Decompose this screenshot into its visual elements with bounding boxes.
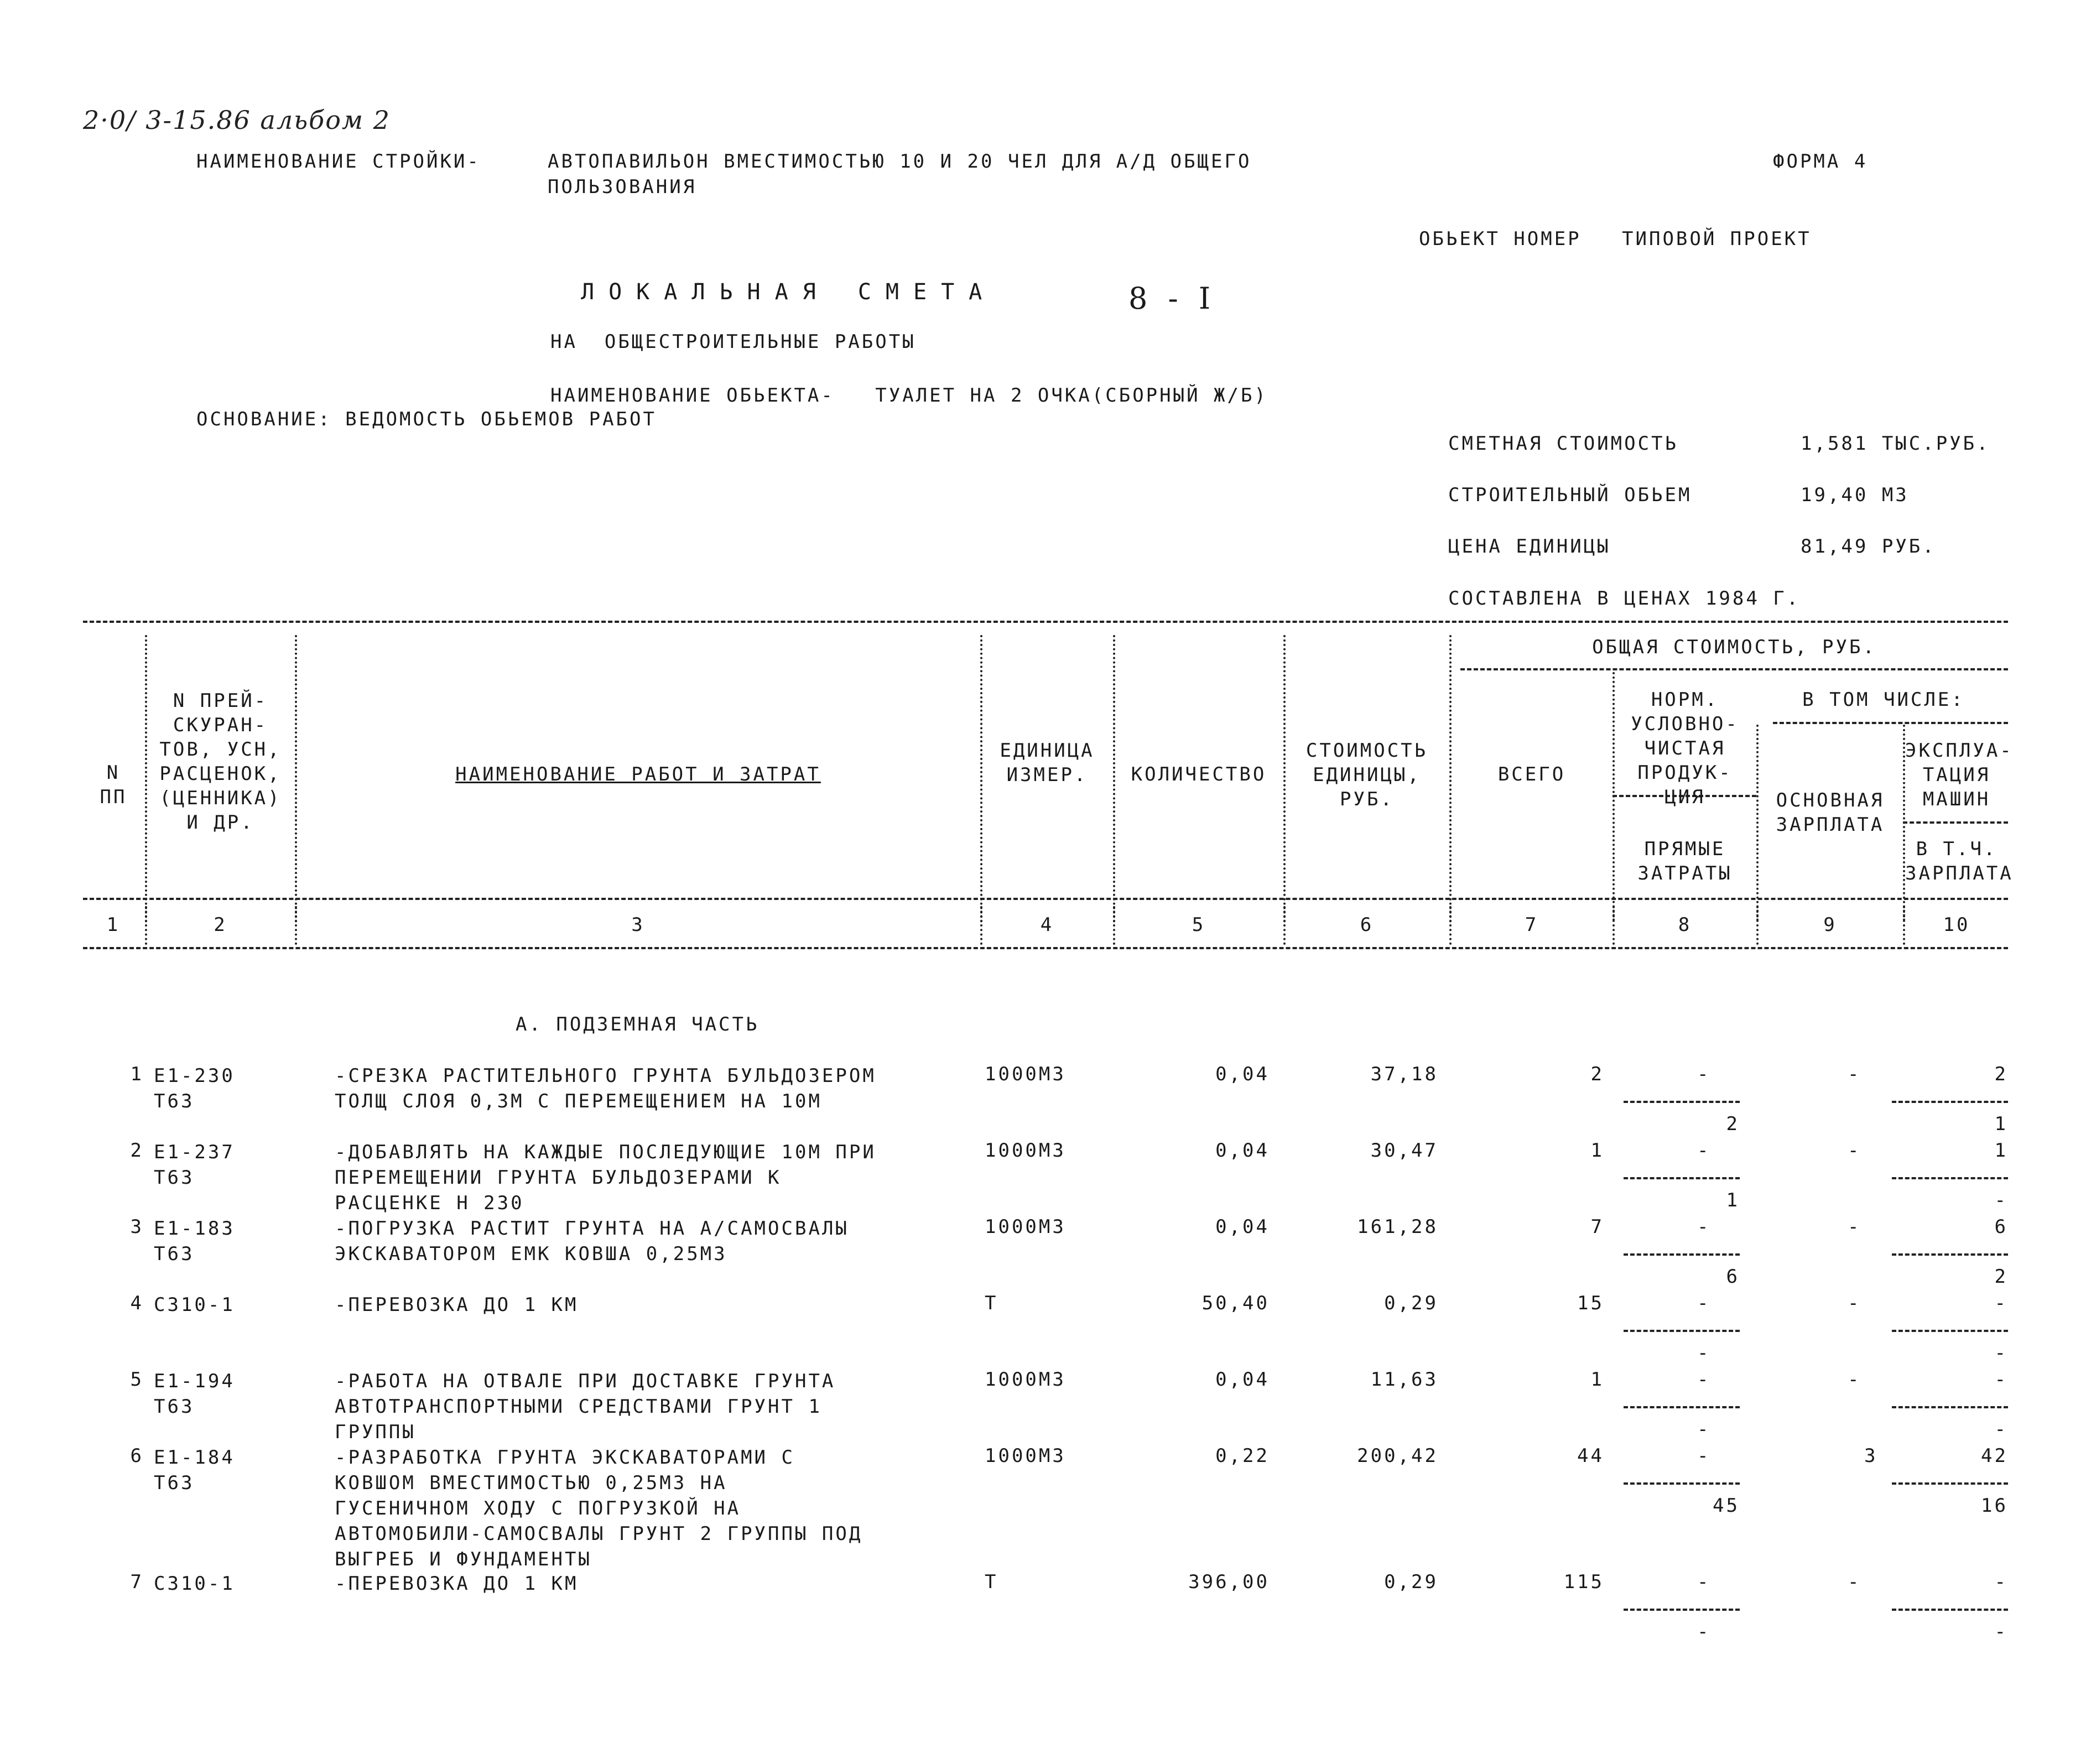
row-price: 11,63 <box>1370 1368 1438 1391</box>
row-total: 115 <box>1563 1571 1604 1593</box>
object-name: НАИМЕНОВАНИЕ ОБЬЕКТА- ТУАЛЕТ НА 2 ОЧКА(СБОРНЫЙ Ж/Б) <box>550 384 1268 407</box>
row-c10b: - <box>1994 1418 2008 1440</box>
summary-price-date: СОСТАВЛЕНА В ЦЕНАХ 1984 Г. <box>1448 587 1801 610</box>
row-name: -ПОГРУЗКА РАСТИТ ГРУНТА НА А/САМОСВАЛЫ ЭКСКАВАТОРОМ ЕМК КОВША 0,25М3 <box>335 1217 849 1265</box>
fraction-line <box>1892 1253 2008 1256</box>
fraction-line <box>1892 1177 2008 1179</box>
row-name: -ПЕРЕВОЗКА ДО 1 КМ <box>335 1294 579 1316</box>
row-name: -РАБОТА НА ОТВАЛЕ ПРИ ДОСТАВКЕ ГРУНТА АВТОТРАНСПОРТНЫМИ СРЕДСТВАМИ ГРУНТ 1 ГРУППЫ <box>335 1370 836 1443</box>
form-label: ФОРМА 4 <box>1773 150 1868 173</box>
col-number: 7 <box>1525 914 1539 936</box>
row-name: -РАЗРАБОТКА ГРУНТА ЭКСКАВАТОРАМИ С КОВШОМ ВМЕСТИМОСТЬЮ 0,25М3 НА ГУСЕНИЧНОМ ХОДУ С ПОГРУЗКОЙ НА АВТОМОБИЛИ-САМОСВАЛЫ ГРУНТ 2 ГРУППЫ ПОД ВЫГРЕБ И ФУНДАМЕНТЫ <box>335 1446 863 1570</box>
col-header-unit: ЕДИНИЦА ИЗМЕР. <box>1000 740 1095 786</box>
basis-line: ОСНОВАНИЕ: ВЕДОМОСТЬ ОБЬЕМОВ РАБОТ <box>196 408 657 430</box>
table-number-rule <box>83 947 2008 949</box>
col-number: 1 <box>106 914 121 936</box>
row-c8b: 45 <box>1713 1495 1740 1517</box>
row-qty: 396,00 <box>1188 1571 1270 1593</box>
col-number: 8 <box>1678 914 1692 936</box>
row-qty: 0,04 <box>1215 1368 1270 1391</box>
col-header-n: N ПП <box>100 762 127 808</box>
row-number: 6 <box>130 1445 144 1467</box>
row-c10: 2 <box>1994 1063 2008 1085</box>
row-name: -СРЕЗКА РАСТИТЕЛЬНОГО ГРУНТА БУЛЬДОЗЕРОМ ТОЛЩ СЛОЯ 0,3М С ПЕРЕМЕЩЕНИЕМ НА 10М <box>335 1065 876 1112</box>
summary-value: 19,40 М3 <box>1801 484 1909 506</box>
row-number: 7 <box>130 1571 144 1593</box>
row-code: Е1-183 Т63 <box>154 1217 235 1265</box>
row-c8b: 6 <box>1726 1266 1740 1288</box>
row-c8: - <box>1697 1292 1711 1314</box>
fraction-line <box>1624 1482 1740 1485</box>
row-c8: - <box>1697 1063 1711 1085</box>
document-subtitle: НА ОБЩЕСТРОИТЕЛЬНЫЕ РАБОТЫ <box>550 331 916 353</box>
col-header-code: N ПРЕЙ- СКУРАН- ТОВ, УСН, РАСЦЕНОК, (ЦЕННИКА) И ДР. <box>159 690 282 834</box>
row-c10b: 16 <box>1981 1495 2008 1517</box>
summary-value: 1,581 ТЫС.РУБ. <box>1801 433 1990 455</box>
row-unit: 1000М3 <box>985 1063 1066 1085</box>
row-c8: - <box>1697 1216 1711 1238</box>
project-name-line1: АВТОПАВИЛЬОН ВМЕСТИМОСТЬЮ 10 И 20 ЧЕЛ ДЛЯ А/Д ОБЩЕГО <box>548 150 1252 173</box>
col-number: 6 <box>1360 914 1374 936</box>
row-unit: 1000М3 <box>985 1216 1066 1238</box>
summary-label: ЦЕНА ЕДИНИЦЫ <box>1448 535 1611 558</box>
row-qty: 0,04 <box>1215 1139 1270 1162</box>
row-total: 7 <box>1590 1216 1604 1238</box>
row-c8b: - <box>1697 1418 1711 1440</box>
row-total: 2 <box>1590 1063 1604 1085</box>
row-c10b: 2 <box>1994 1266 2008 1288</box>
row-qty: 50,40 <box>1201 1292 1270 1314</box>
fraction-line <box>1624 1101 1740 1103</box>
row-total: 1 <box>1590 1368 1604 1391</box>
fraction-line <box>1624 1406 1740 1408</box>
row-c9: - <box>1848 1368 1861 1391</box>
object-number: ОБЬЕКТ НОМЕР ТИПОВОЙ ПРОЕКТ <box>1419 228 1812 250</box>
row-number: 3 <box>130 1216 144 1238</box>
row-code: Е1-184 Т63 <box>154 1446 235 1494</box>
fraction-line <box>1624 1177 1740 1179</box>
row-name: -ПЕРЕВОЗКА ДО 1 КМ <box>335 1573 579 1595</box>
row-c10b: 1 <box>1994 1113 2008 1135</box>
document-title: ЛОКАЛЬНАЯ СМЕТА <box>581 279 997 305</box>
row-c10: - <box>1994 1292 2008 1314</box>
row-c10b: - <box>1994 1342 2008 1364</box>
row-unit: Т <box>985 1292 998 1314</box>
row-c9: - <box>1848 1571 1861 1593</box>
fraction-line <box>1892 1406 2008 1408</box>
fraction-line <box>1892 1482 2008 1485</box>
row-qty: 0,04 <box>1215 1216 1270 1238</box>
row-price: 0,29 <box>1384 1571 1438 1593</box>
row-number: 5 <box>130 1368 144 1391</box>
row-c10b: - <box>1994 1621 2008 1643</box>
summary-value: 81,49 РУБ. <box>1801 535 1936 558</box>
row-qty: 0,22 <box>1215 1445 1270 1467</box>
row-code: Е1-194 Т63 <box>154 1370 235 1418</box>
row-number: 1 <box>130 1063 144 1085</box>
col-header-price: СТОИМОСТЬ ЕДИНИЦЫ, РУБ. <box>1305 740 1428 810</box>
col-number: 9 <box>1823 914 1837 936</box>
table-top-rule <box>83 621 2008 623</box>
fraction-line <box>1892 1101 2008 1103</box>
col-header-c9: ОСНОВНАЯ ЗАРПЛАТА <box>1776 789 1885 836</box>
row-c8: - <box>1697 1139 1711 1162</box>
summary-label: СМЕТНАЯ СТОИМОСТЬ <box>1448 433 1678 455</box>
row-c8b: - <box>1697 1342 1711 1364</box>
row-c8b: 2 <box>1726 1113 1740 1135</box>
col-header-qty: КОЛИЧЕСТВО <box>1131 763 1267 785</box>
fraction-line <box>1892 1330 2008 1332</box>
col-header-c8: НОРМ. УСЛОВНО- ЧИСТАЯ ПРОДУК- ЦИЯ <box>1631 689 1739 808</box>
row-unit: Т <box>985 1571 998 1593</box>
table-header-rule <box>83 898 2008 900</box>
project-name-line2: ПОЛЬЗОВАНИЯ <box>548 176 697 198</box>
row-c9: - <box>1848 1292 1861 1314</box>
row-price: 37,18 <box>1370 1063 1438 1085</box>
col-number: 2 <box>214 914 227 936</box>
row-code: С310-1 <box>154 1573 235 1595</box>
row-c10b: - <box>1994 1189 2008 1211</box>
row-unit: 1000М3 <box>985 1445 1066 1467</box>
row-c9: - <box>1848 1216 1861 1238</box>
summary-label: СТРОИТЕЛЬНЫЙ ОБЬЕМ <box>1448 484 1692 506</box>
fraction-line <box>1624 1330 1740 1332</box>
row-number: 4 <box>130 1292 144 1314</box>
row-c10: 1 <box>1994 1139 2008 1162</box>
row-c8: - <box>1697 1368 1711 1391</box>
fraction-line <box>1892 1609 2008 1611</box>
row-price: 0,29 <box>1384 1292 1438 1314</box>
row-price: 161,28 <box>1357 1216 1438 1238</box>
col-header-total: ВСЕГО <box>1497 763 1566 785</box>
section-title: А. ПОДЗЕМНАЯ ЧАСТЬ <box>516 1013 760 1035</box>
row-total: 44 <box>1577 1445 1604 1467</box>
row-c10: - <box>1994 1368 2008 1391</box>
col-header-c8b: ПРЯМЫЕ ЗАТРАТЫ <box>1637 838 1733 884</box>
row-name: -ДОБАВЛЯТЬ НА КАЖДЫЕ ПОСЛЕДУЮЩИЕ 10М ПРИ ПЕРЕМЕЩЕНИИ ГРУНТА БУЛЬДОЗЕРАМИ К РАСЦЕНКЕ Н 230 <box>335 1141 876 1214</box>
row-code: С310-1 <box>154 1294 235 1316</box>
row-c8b: 1 <box>1726 1189 1740 1211</box>
row-c8: - <box>1697 1571 1711 1593</box>
handwritten-album-note: 2·0/ 3-15.86 альбом 2 <box>83 105 391 135</box>
row-c10: - <box>1994 1571 2008 1593</box>
row-code: Е1-230 Т63 <box>154 1065 235 1112</box>
row-total: 1 <box>1590 1139 1604 1162</box>
fraction-line <box>1624 1609 1740 1611</box>
row-unit: 1000М3 <box>985 1139 1066 1162</box>
group-subrule <box>1460 668 2008 670</box>
row-c10: 42 <box>1981 1445 2008 1467</box>
row-unit: 1000М3 <box>985 1368 1066 1391</box>
row-c8b: - <box>1697 1621 1711 1643</box>
row-c10: 6 <box>1994 1216 2008 1238</box>
row-total: 15 <box>1577 1292 1604 1314</box>
col-number: 3 <box>631 914 645 936</box>
c10-subrule <box>1903 821 2008 824</box>
document-number: 8 - I <box>1128 281 1216 316</box>
col-number: 5 <box>1192 914 1206 936</box>
row-c9: - <box>1848 1063 1861 1085</box>
col-header-group: ОБЩАЯ СТОИМОСТЬ, РУБ. <box>1592 636 1876 658</box>
col-header-incl: В ТОМ ЧИСЛЕ: <box>1802 689 1965 711</box>
col-header-c10b: В Т.Ч. ЗАРПЛАТА <box>1905 838 2014 884</box>
col-number: 10 <box>1943 914 1970 936</box>
col-header-c10: ЭКСПЛУА- ТАЦИЯ МАШИН <box>1905 740 2014 810</box>
row-number: 2 <box>130 1139 144 1162</box>
row-code: Е1-237 Т63 <box>154 1141 235 1189</box>
row-c9: 3 <box>1864 1445 1878 1467</box>
col-number: 4 <box>1040 914 1054 936</box>
project-label: НАИМЕНОВАНИЕ СТРОЙКИ- <box>196 150 481 173</box>
row-c9: - <box>1848 1139 1861 1162</box>
col-header-name: НАИМЕНОВАНИЕ РАБОТ И ЗАТРАТ <box>455 763 821 785</box>
row-price: 200,42 <box>1357 1445 1438 1467</box>
incl-subrule <box>1773 722 2008 724</box>
fraction-line <box>1624 1253 1740 1256</box>
row-qty: 0,04 <box>1215 1063 1270 1085</box>
row-c8: - <box>1697 1445 1711 1467</box>
row-price: 30,47 <box>1370 1139 1438 1162</box>
